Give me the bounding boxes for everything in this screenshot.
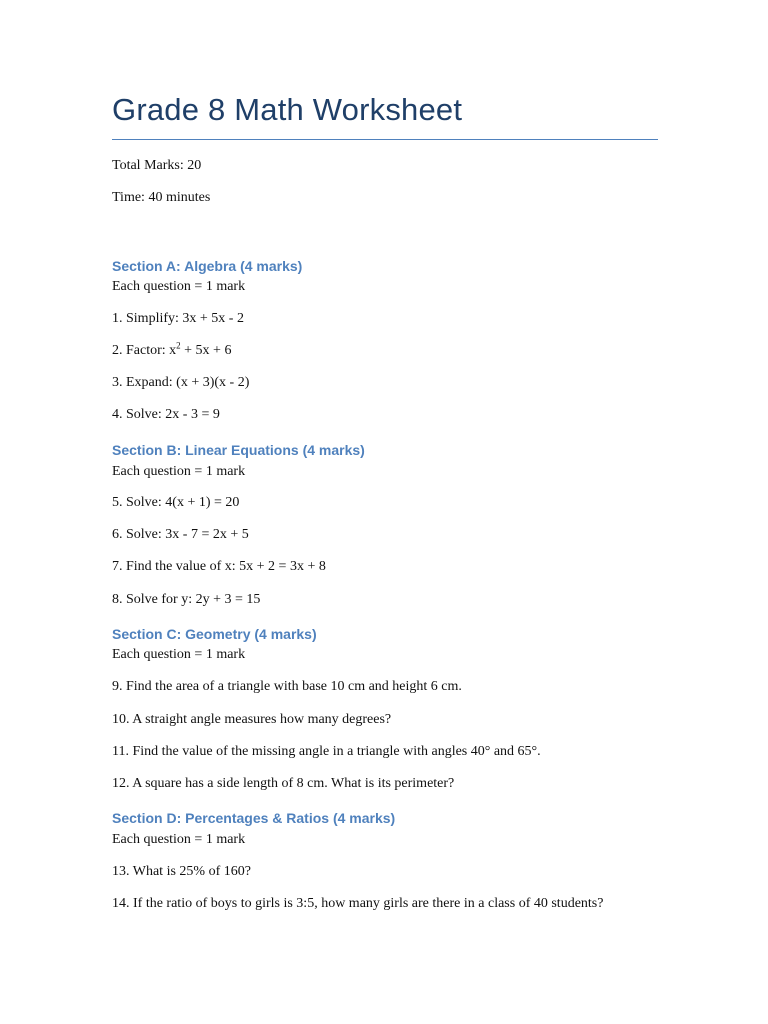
question-3: 3. Expand: (x + 3)(x - 2) [112, 375, 250, 390]
question-4: 4. Solve: 2x - 3 = 9 [112, 407, 220, 422]
section-b-heading: Section B: Linear Equations (4 marks) [112, 442, 365, 458]
section-c-heading: Section C: Geometry (4 marks) [112, 626, 317, 642]
question-9: 9. Find the area of a triangle with base 10 cm and height 6 cm. [112, 679, 462, 694]
question-5: 5. Solve: 4(x + 1) = 20 [112, 495, 240, 510]
question-2 [112, 340, 232, 359]
question-8: 8. Solve for y: 2y + 3 = 15 [112, 592, 261, 607]
question-2-text: 2. Factor: x [112, 343, 177, 358]
time-limit: Time: 40 minutes [112, 190, 211, 205]
section-d-heading: Section D: Percentages & Ratios (4 marks) [112, 810, 396, 826]
title-divider [112, 139, 658, 140]
section-b-note: Each question = 1 mark [112, 464, 246, 479]
question-2-exponent: 2 [176, 340, 181, 351]
question-10: 10. A straight angle measures how many degrees? [112, 712, 392, 727]
question-13: 13. What is 25% of 160? [112, 864, 251, 879]
question-12: 12. A square has a side length of 8 cm. What is its perimeter? [112, 776, 455, 791]
section-d-note: Each question = 1 mark [112, 832, 246, 847]
question-14: 14. If the ratio of boys to girls is 3:5, how many girls are there in a class of 40 students? [112, 896, 604, 911]
section-c-note: Each question = 1 mark [112, 647, 246, 662]
question-7: 7. Find the value of x: 5x + 2 = 3x + 8 [112, 559, 326, 574]
question-11: 11. Find the value of the missing angle in a triangle with angles 40° and 65°. [112, 744, 541, 759]
section-a-heading: Section A: Algebra (4 marks) [112, 258, 303, 274]
total-marks: Total Marks: 20 [112, 158, 202, 173]
question-2-rest: + 5x + 6 [180, 343, 232, 358]
page-title: Grade 8 Math Worksheet [112, 92, 463, 127]
question-6: 6. Solve: 3x - 7 = 2x + 5 [112, 527, 249, 542]
question-1: 1. Simplify: 3x + 5x - 2 [112, 311, 244, 326]
section-a-note: Each question = 1 mark [112, 279, 246, 294]
